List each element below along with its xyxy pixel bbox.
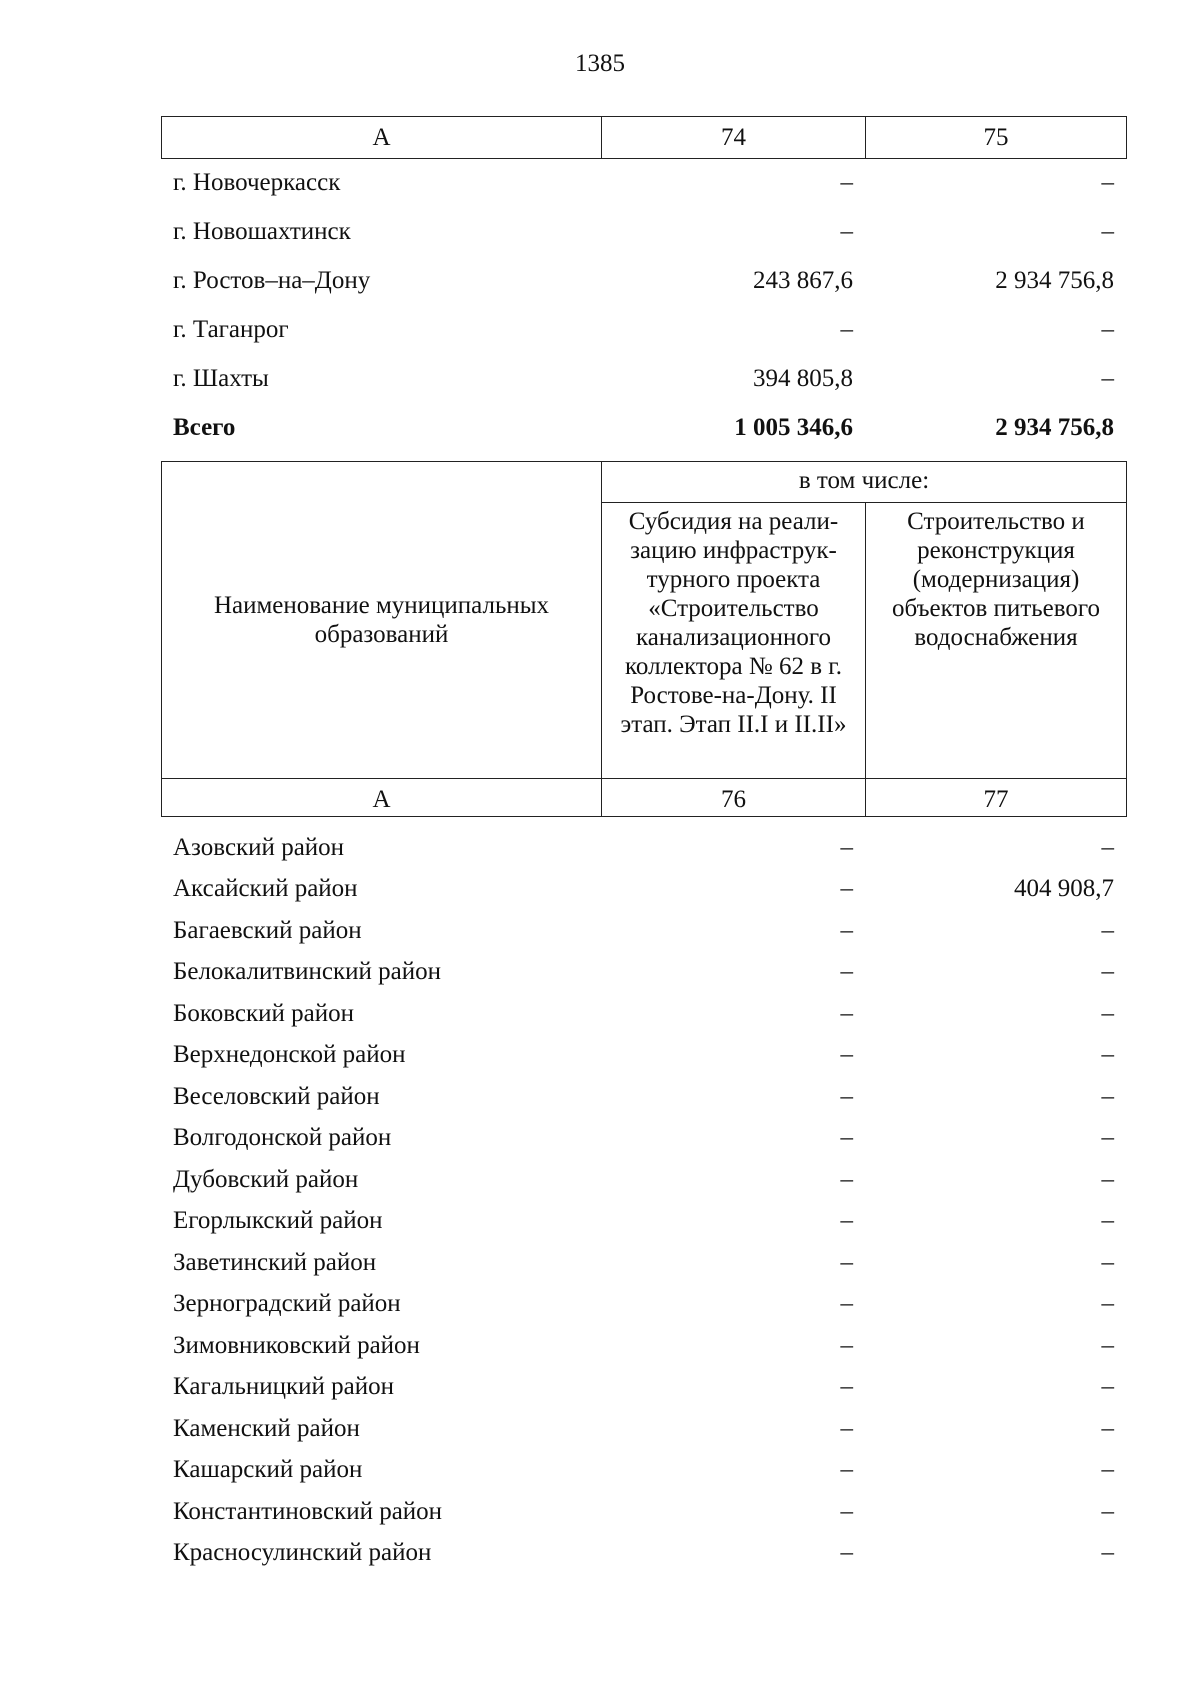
row-value-1: – bbox=[840, 315, 853, 343]
row-name: Заветинский район bbox=[173, 1248, 377, 1276]
row-value-1: – bbox=[840, 1290, 853, 1318]
column-header-name: А bbox=[162, 117, 602, 159]
column-number-77: 77 bbox=[866, 779, 1127, 817]
row-value-1: – bbox=[840, 1373, 853, 1401]
row-value-1: – bbox=[840, 1331, 853, 1359]
row-value-1: – bbox=[840, 1207, 853, 1235]
row-value-2: – bbox=[1101, 1165, 1114, 1193]
column-number-76: 76 bbox=[602, 779, 866, 817]
second-table-body bbox=[161, 827, 1126, 1574]
table-row bbox=[161, 952, 1126, 994]
row-value-2: – bbox=[1101, 1124, 1114, 1152]
row-name: Кагальницкий район bbox=[173, 1373, 395, 1401]
row-name: Волгодонской район bbox=[173, 1124, 392, 1152]
row-name: Дубовский район bbox=[173, 1165, 359, 1193]
table-row bbox=[161, 1118, 1126, 1160]
table-row bbox=[161, 354, 1126, 403]
row-value-1: – bbox=[840, 168, 853, 196]
row-value-2: – bbox=[1101, 1290, 1114, 1318]
table-row bbox=[161, 1491, 1126, 1533]
table-row bbox=[161, 827, 1126, 869]
row-name: Азовский район bbox=[173, 833, 345, 861]
row-value-1: – bbox=[840, 1539, 853, 1567]
row-value-1: – bbox=[840, 1414, 853, 1442]
row-value-1: – bbox=[840, 999, 853, 1027]
total-label: Всего bbox=[173, 413, 236, 441]
row-value-2: – bbox=[1101, 1331, 1114, 1359]
table-row bbox=[161, 305, 1126, 354]
table-row bbox=[161, 1450, 1126, 1492]
page-number: 1385 bbox=[575, 50, 625, 77]
row-value-2: – bbox=[1101, 1456, 1114, 1484]
row-value-2: – bbox=[1101, 1082, 1114, 1110]
table-row bbox=[161, 256, 1126, 305]
row-value-2: – bbox=[1101, 1041, 1114, 1069]
row-name: Верхнедонской район bbox=[173, 1041, 406, 1069]
table-row bbox=[161, 869, 1126, 911]
column-header-74: 74 bbox=[602, 117, 866, 159]
row-value-2: – bbox=[1101, 833, 1114, 861]
row-value-1: – bbox=[840, 1497, 853, 1525]
row-value-2: – bbox=[1101, 364, 1114, 392]
total-value-2: 2 934 756,8 bbox=[995, 413, 1114, 441]
row-value-1: – bbox=[840, 833, 853, 861]
row-value-1: – bbox=[840, 217, 853, 245]
second-table-header bbox=[161, 461, 1127, 817]
table-row bbox=[161, 1076, 1126, 1118]
row-value-1: – bbox=[840, 1248, 853, 1276]
row-value-2: – bbox=[1101, 315, 1114, 343]
row-value-1: 394 805,8 bbox=[753, 364, 853, 392]
row-name: Боковский район bbox=[173, 999, 354, 1027]
total-value-1: 1 005 346,6 bbox=[734, 413, 853, 441]
column-number-a: А bbox=[162, 779, 602, 817]
row-name: Кашарский район bbox=[173, 1456, 363, 1484]
row-value-1: – bbox=[840, 1082, 853, 1110]
row-name: Красносулинский район bbox=[173, 1539, 432, 1567]
top-table-header bbox=[161, 116, 1127, 159]
row-value-2: – bbox=[1101, 1373, 1114, 1401]
table-row bbox=[161, 993, 1126, 1035]
top-table-body bbox=[161, 158, 1126, 452]
row-value-2: – bbox=[1101, 999, 1114, 1027]
total-row bbox=[161, 403, 1126, 452]
group-header: в том числе: bbox=[602, 462, 1127, 503]
row-name: Егорлыкский район bbox=[173, 1207, 383, 1235]
row-name: Аксайский район bbox=[173, 875, 358, 903]
row-value-2: – bbox=[1101, 168, 1114, 196]
row-value-2: – bbox=[1101, 916, 1114, 944]
table-row bbox=[161, 1408, 1126, 1450]
row-name: г. Таганрог bbox=[173, 315, 289, 343]
row-value-1: – bbox=[840, 1456, 853, 1484]
row-name: Зимовниковский район bbox=[173, 1331, 420, 1359]
row-value-1: – bbox=[840, 916, 853, 944]
table-row bbox=[161, 207, 1126, 256]
table-row bbox=[161, 910, 1126, 952]
table-row bbox=[161, 1035, 1126, 1077]
row-value-1: – bbox=[840, 875, 853, 903]
table-row bbox=[161, 1159, 1126, 1201]
row-name: г. Шахты bbox=[173, 364, 269, 392]
table-row bbox=[161, 1325, 1126, 1367]
row-value-1: – bbox=[840, 958, 853, 986]
row-value-2: – bbox=[1101, 1207, 1114, 1235]
row-value-2: – bbox=[1101, 1248, 1114, 1276]
row-value-1: – bbox=[840, 1124, 853, 1152]
row-value-1: – bbox=[840, 1041, 853, 1069]
row-name: Белокалитвинский район bbox=[173, 958, 441, 986]
row-name: г. Ростов–на–Дону bbox=[173, 266, 371, 294]
row-name: Багаевский район bbox=[173, 916, 362, 944]
row-value-1: – bbox=[840, 1165, 853, 1193]
row-value-2: 404 908,7 bbox=[1014, 875, 1114, 903]
table-row bbox=[161, 1242, 1126, 1284]
row-value-2: – bbox=[1101, 1414, 1114, 1442]
row-value-2: – bbox=[1101, 217, 1114, 245]
row-name: Константиновский район bbox=[173, 1497, 443, 1525]
row-value-2: – bbox=[1101, 1497, 1114, 1525]
row-name: Каменский район bbox=[173, 1414, 360, 1442]
row-name: Зерноградский район bbox=[173, 1290, 401, 1318]
table-row bbox=[161, 1367, 1126, 1409]
row-value-2: – bbox=[1101, 958, 1114, 986]
row-value-1: 243 867,6 bbox=[753, 266, 853, 294]
name-column-header: Наименование муниципальных образований bbox=[162, 462, 602, 779]
row-name: Веселовский район bbox=[173, 1082, 380, 1110]
row-name: г. Новочеркасск bbox=[173, 168, 341, 196]
column-header-water-supply: Строительство и реконструкция (модернизация) объектов питьевого водоснабжения bbox=[866, 503, 1127, 779]
row-value-2: 2 934 756,8 bbox=[995, 266, 1114, 294]
row-value-2: – bbox=[1101, 1539, 1114, 1567]
row-name: г. Новошахтинск bbox=[173, 217, 351, 245]
column-header-sewer-subsidy: Субсидия на реали-зацию инфраструк-турного проекта «Строительство канализационного коллектора № 62 в г. Ростове-на-Дону. II этап. Этап II.I и II.II» bbox=[602, 503, 866, 779]
table-row bbox=[161, 1533, 1126, 1575]
table-row bbox=[161, 158, 1126, 207]
table-row bbox=[161, 1284, 1126, 1326]
table-row bbox=[161, 1201, 1126, 1243]
column-header-75: 75 bbox=[866, 117, 1127, 159]
